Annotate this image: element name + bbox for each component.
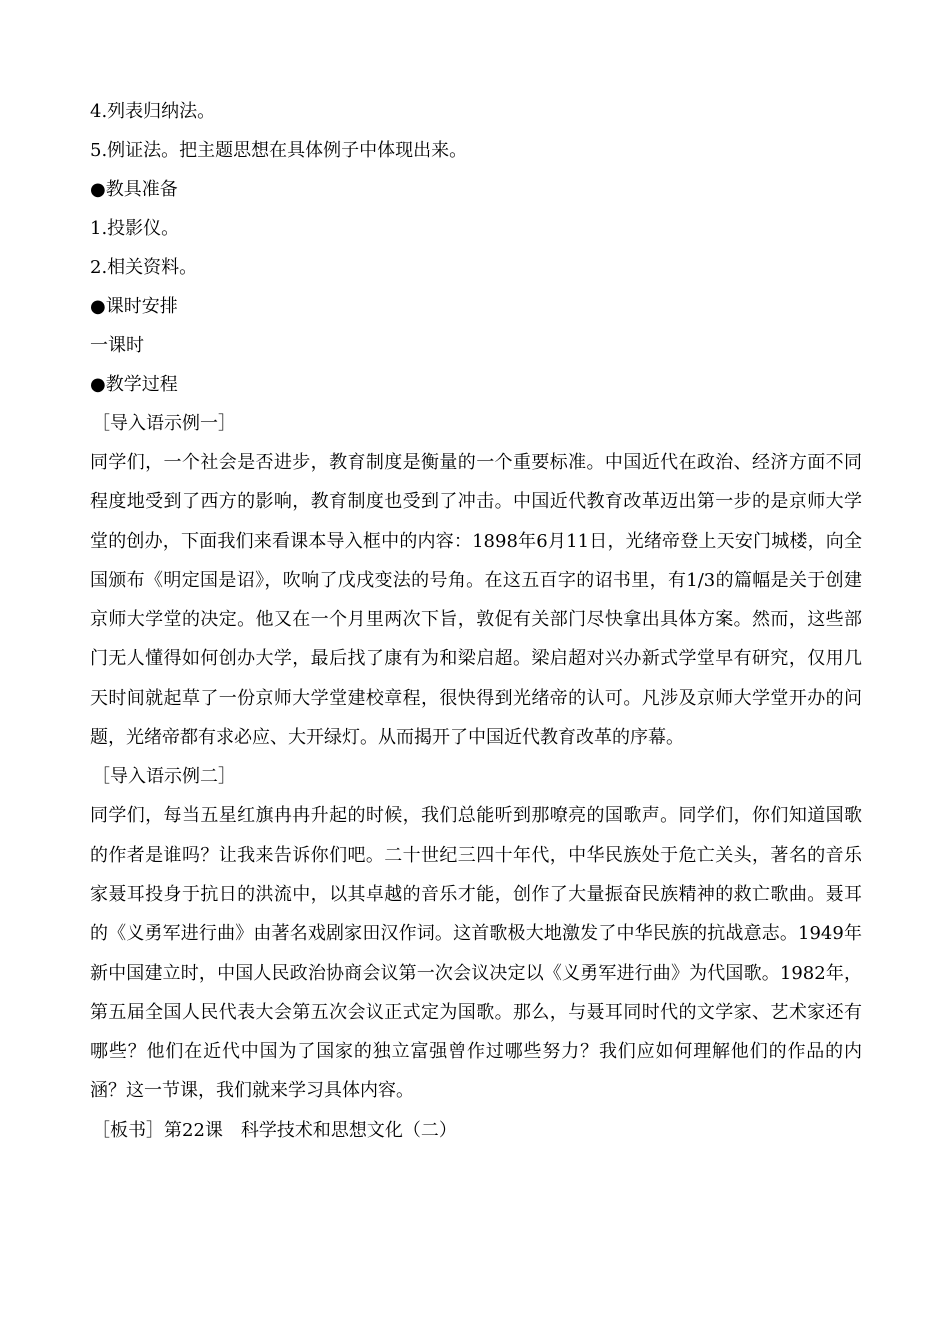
intro-example-2-text: 同学们，每当五星红旗冉冉升起的时候，我们总能听到那嘹亮的国歌声。同学们，你们知道国歌的作者是谁吗？让我来告诉你们吧。二十世纪三四十年代，中华民族处于危亡关头，著名的音乐家聂耳投身于抗日的洪流中，以其卓越的音乐才能，创作了大量振奋民族精神的救亡歌曲。聂耳的《义勇军进行曲》由著名戏剧家田汉作词。这首歌极大地激发了中华民族的抗战意志。1949年新中国建立时，中国人民政治协商会议第一次会议决定以《义勇军进行曲》为代国歌。1982年，第五届全国人民代表大会第五次会议正式定为国歌。那么，与聂耳同时代的文学家、艺术家还有哪些？他们在近代中国为了国家的独立富强曾作过哪些努力？我们应如何理解他们的作品的内涵？这一节课，我们就来学习具体内容。 [90,805,862,1102]
intro-example-2-label: ［导入语示例二］ [92,766,236,788]
method-item-4: 4.列表归纳法。 [90,101,216,122]
schedule-value: 一课时 [90,335,144,356]
intro-example-1-text: 同学们，一个社会是否进步，教育制度是衡量的一个重要标准。中国近代在政治、经济方面不同程度地受到了西方的影响，教育制度也受到了冲击。中国近代教育改革迈出第一步的是京师大学堂的创办，下面我们来看课本导入框中的内容：1898年6月11日，光绪帝登上天安门城楼，向全国颁布《明定国是诏》，吹响了戊戌变法的号角。在这五百字的诏书里，有1/3的篇幅是关于创建京师大学堂的决定。他又在一个月里两次下旨，敦促有关部门尽快拿出具体方案。然而，这些部门无人懂得如何创办大学，最后找了康有为和梁启超。梁启超对兴办新式学堂早有研究，仅用几天时间就起草了一份京师大学堂建校章程，很快得到光绪帝的认可。凡涉及京师大学堂开办的问题，光绪帝都有求必应、大开绿灯。从而揭开了中国近代教育改革的序幕。 [90,452,862,749]
schedule-heading: ●课时安排 [90,296,178,317]
method-item-5: 5.例证法。把主题思想在具体例子中体现出来。 [90,140,468,161]
teaching-tool-item-1: 1.投影仪。 [90,218,180,239]
intro-example-1-label: ［导入语示例一］ [92,413,236,434]
teaching-tools-heading: ●教具准备 [90,179,178,200]
document-page [90,92,862,1150]
board-writing-label: ［板书］第22课 科学技术和思想文化（二） [92,1119,457,1141]
teaching-tool-item-2: 2.相关资料。 [90,257,198,278]
process-heading: ●教学过程 [90,374,178,395]
